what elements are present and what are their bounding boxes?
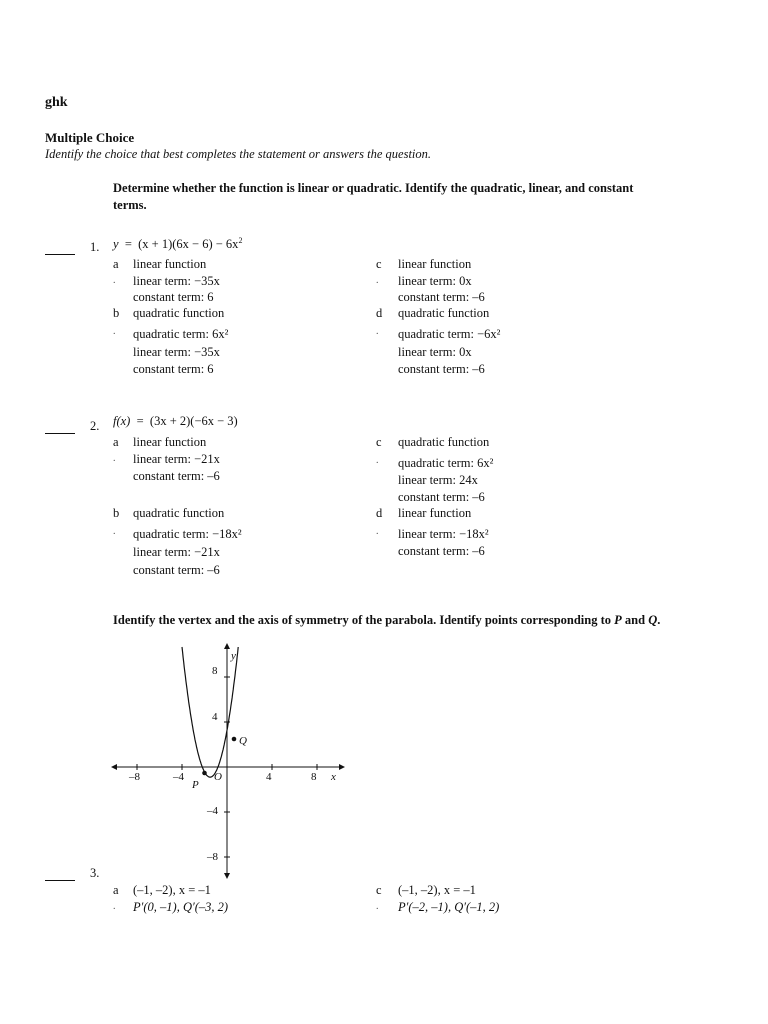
x-tick-label: 8 bbox=[311, 771, 317, 783]
option-text: quadratic function bbox=[133, 306, 225, 320]
option-text: linear term: −21x bbox=[133, 545, 220, 559]
option-text: linear function bbox=[398, 257, 472, 271]
option-text: quadratic term: −6x² bbox=[398, 327, 501, 341]
point-p-label: P bbox=[192, 779, 199, 791]
option-text: linear function bbox=[133, 435, 207, 449]
option-bullet: . bbox=[113, 453, 116, 464]
point-q bbox=[232, 737, 237, 742]
group1-directions-line1: Determine whether the function is linear or quadratic. Identify the quadratic, linear, and constant bbox=[113, 181, 634, 195]
option-bullet: . bbox=[376, 901, 379, 912]
option-text: linear term: 0x bbox=[398, 274, 472, 288]
x-tick-label: –4 bbox=[173, 771, 184, 783]
option-text: (–1, –2), x = –1 bbox=[133, 883, 211, 897]
option-text: P′(–2, –1), Q′(–1, 2) bbox=[398, 900, 500, 914]
parabola-curve bbox=[182, 647, 238, 777]
y-axis-label: y bbox=[231, 650, 236, 662]
option-bullet: . bbox=[113, 901, 116, 912]
option-text: quadratic function bbox=[398, 306, 490, 320]
option-text: constant term: –6 bbox=[133, 563, 220, 577]
option-text: linear term: −35x bbox=[133, 274, 220, 288]
origin-label: O bbox=[214, 771, 222, 783]
option-bullet: . bbox=[376, 455, 379, 466]
answer-blank-2[interactable] bbox=[45, 433, 75, 434]
question-number-1: 1. bbox=[90, 240, 100, 254]
y-tick-label: –4 bbox=[207, 805, 218, 817]
section-heading: Multiple Choice bbox=[45, 130, 135, 145]
option-bullet: . bbox=[113, 275, 116, 286]
point-q-label: Q bbox=[239, 735, 247, 747]
option-text: quadratic term: −18x² bbox=[133, 527, 242, 541]
option-text: constant term: –6 bbox=[398, 544, 485, 558]
option-bullet: . bbox=[376, 326, 379, 337]
option-bullet: . bbox=[113, 326, 116, 337]
option-text: linear term: 24x bbox=[398, 473, 478, 487]
option-text: constant term: –6 bbox=[398, 362, 485, 376]
parabola-graph bbox=[108, 640, 348, 880]
option-letter: a bbox=[113, 883, 119, 897]
option-letter: a bbox=[113, 435, 119, 449]
option-letter: d bbox=[376, 506, 383, 520]
option-text: P′(0, –1), Q′(–3, 2) bbox=[133, 900, 229, 914]
option-text: quadratic term: 6x² bbox=[133, 327, 229, 341]
option-letter: c bbox=[376, 257, 382, 271]
group1-directions-line2: terms. bbox=[113, 198, 147, 212]
option-text: constant term: –6 bbox=[133, 469, 220, 483]
option-text: linear term: 0x bbox=[398, 345, 472, 359]
y-tick-label: 4 bbox=[212, 711, 218, 723]
question-1-equation: $y = (x + 1)(6x - 6) - 6x^2$ bbox=[113, 236, 243, 252]
x-tick-label: 4 bbox=[266, 771, 272, 783]
option-text: linear function bbox=[398, 506, 472, 520]
option-text: linear function bbox=[133, 257, 207, 271]
option-text: linear term: −21x bbox=[133, 452, 220, 466]
option-letter: b bbox=[113, 506, 120, 520]
y-tick-label: –8 bbox=[207, 851, 218, 863]
option-text: quadratic term: 6x² bbox=[398, 456, 494, 470]
option-text: constant term: 6 bbox=[133, 290, 214, 304]
option-letter: d bbox=[376, 306, 383, 320]
point-p bbox=[202, 771, 207, 776]
group2-directions: Identify the vertex and the axis of symmetry of the parabola. Identify points corresponding to P and Q. bbox=[113, 613, 661, 627]
y-tick-label: 8 bbox=[212, 665, 218, 677]
option-bullet: . bbox=[376, 275, 379, 286]
option-text: (–1, –2), x = –1 bbox=[398, 883, 476, 897]
answer-blank-1[interactable] bbox=[45, 254, 75, 255]
option-bullet: . bbox=[113, 526, 116, 537]
option-text: constant term: –6 bbox=[398, 290, 485, 304]
option-text: constant term: 6 bbox=[133, 362, 214, 376]
option-bullet: . bbox=[376, 526, 379, 537]
option-letter: b bbox=[113, 306, 120, 320]
question-number-3: 3. bbox=[90, 866, 100, 880]
question-number-2: 2. bbox=[90, 419, 100, 433]
option-letter: c bbox=[376, 435, 382, 449]
option-text: quadratic function bbox=[133, 506, 225, 520]
question-2-equation: f(x) = (3x + 2)(−6x − 3) bbox=[113, 414, 238, 428]
x-tick-label: –8 bbox=[129, 771, 140, 783]
option-letter: c bbox=[376, 883, 382, 897]
option-text: linear term: −18x² bbox=[398, 527, 489, 541]
option-text: quadratic function bbox=[398, 435, 490, 449]
x-axis-label: x bbox=[331, 771, 336, 783]
option-letter: a bbox=[113, 257, 119, 271]
option-text: constant term: –6 bbox=[398, 490, 485, 504]
option-text: linear term: −35x bbox=[133, 345, 220, 359]
section-instructions: Identify the choice that best completes the statement or answers the question. bbox=[45, 147, 432, 161]
document-title: ghk bbox=[45, 95, 68, 110]
answer-blank-3[interactable] bbox=[45, 880, 75, 881]
